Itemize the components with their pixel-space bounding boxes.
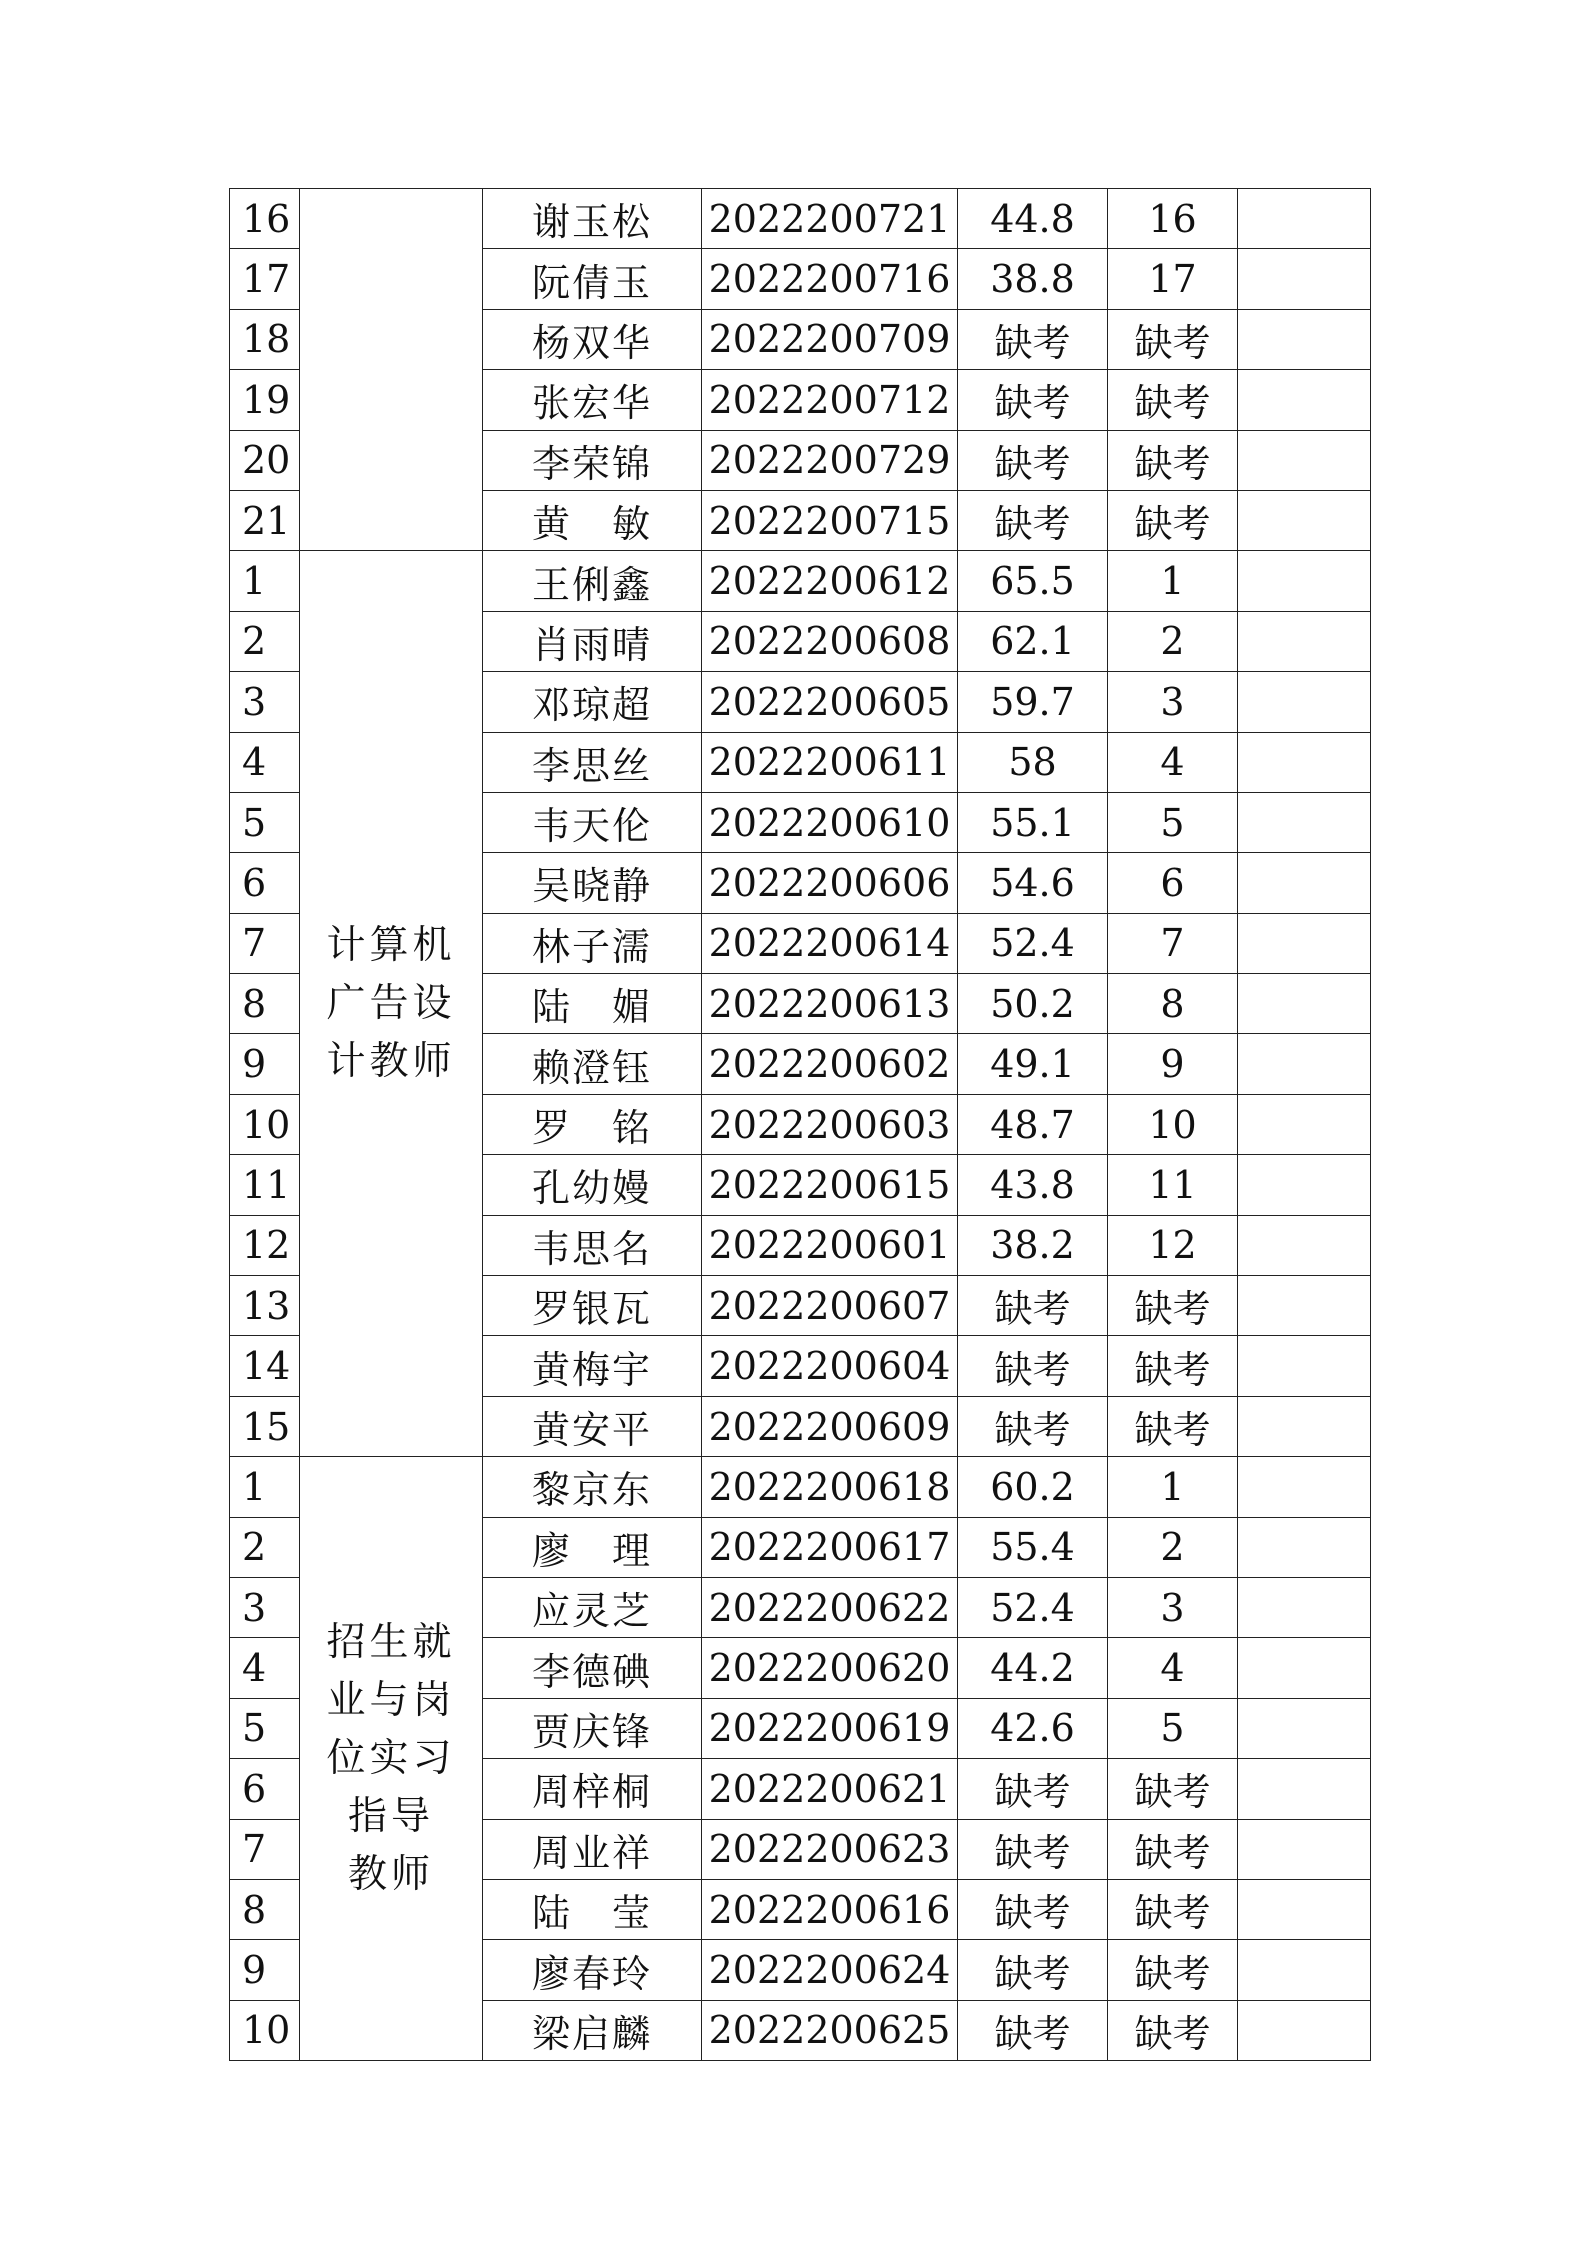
- seq-cell: 9: [230, 1034, 300, 1094]
- note-cell: [1238, 1457, 1371, 1517]
- name-cell: 李德碘: [483, 1638, 702, 1698]
- score-cell: 42.6: [958, 1698, 1108, 1758]
- score-cell: 55.4: [958, 1517, 1108, 1577]
- exam-id-cell: 2022200611: [702, 732, 958, 792]
- score-cell: 缺考: [958, 2000, 1108, 2060]
- score-cell: 缺考: [958, 309, 1108, 369]
- score-cell: 44.8: [958, 189, 1108, 249]
- rank-cell: 缺考: [1108, 1819, 1238, 1879]
- note-cell: [1238, 1940, 1371, 2000]
- note-cell: [1238, 1819, 1371, 1879]
- rank-cell: 10: [1108, 1094, 1238, 1154]
- rank-cell: 缺考: [1108, 370, 1238, 430]
- exam-id-cell: 2022200721: [702, 189, 958, 249]
- note-cell: [1238, 1034, 1371, 1094]
- seq-cell: 7: [230, 1819, 300, 1879]
- post-cell: [300, 1457, 483, 2061]
- rank-cell: 缺考: [1108, 1940, 1238, 2000]
- rank-cell: 11: [1108, 1155, 1238, 1215]
- rank-cell: 缺考: [1108, 1396, 1238, 1456]
- exam-id-cell: 2022200603: [702, 1094, 958, 1154]
- name-cell: 梁启麟: [483, 2000, 702, 2060]
- seq-cell: 18: [230, 309, 300, 369]
- seq-cell: 13: [230, 1276, 300, 1336]
- score-cell: 缺考: [958, 1396, 1108, 1456]
- note-cell: [1238, 2000, 1371, 2060]
- rank-cell: 1: [1108, 551, 1238, 611]
- score-cell: 62.1: [958, 611, 1108, 671]
- score-cell: 缺考: [958, 1940, 1108, 2000]
- seq-cell: 4: [230, 732, 300, 792]
- seq-cell: 5: [230, 792, 300, 852]
- score-table: [229, 188, 1371, 2061]
- exam-id-cell: 2022200618: [702, 1457, 958, 1517]
- note-cell: [1238, 490, 1371, 550]
- seq-cell: 2: [230, 611, 300, 671]
- post-line: 位实习: [326, 1735, 456, 1781]
- score-cell: 43.8: [958, 1155, 1108, 1215]
- score-cell: 58: [958, 732, 1108, 792]
- name-cell: 李思丝: [483, 732, 702, 792]
- seq-cell: 21: [230, 490, 300, 550]
- seq-cell: 11: [230, 1155, 300, 1215]
- name-cell: 韦天伦: [483, 792, 702, 852]
- name-cell: 谢玉松: [483, 189, 702, 249]
- name-cell: 阮倩玉: [483, 249, 702, 309]
- note-cell: [1238, 1879, 1371, 1939]
- exam-id-cell: 2022200622: [702, 1577, 958, 1637]
- score-cell: 缺考: [958, 1879, 1108, 1939]
- name-cell: 林子濡: [483, 913, 702, 973]
- note-cell: [1238, 1759, 1371, 1819]
- rank-cell: 缺考: [1108, 1336, 1238, 1396]
- post-line: 计算机: [326, 922, 456, 968]
- exam-id-cell: 2022200712: [702, 370, 958, 430]
- exam-id-cell: 2022200624: [702, 1940, 958, 2000]
- exam-id-cell: 2022200729: [702, 430, 958, 490]
- rank-cell: 17: [1108, 249, 1238, 309]
- seq-cell: 3: [230, 1577, 300, 1637]
- exam-id-cell: 2022200607: [702, 1276, 958, 1336]
- rank-cell: 3: [1108, 1577, 1238, 1637]
- exam-id-cell: 2022200608: [702, 611, 958, 671]
- rank-cell: 2: [1108, 611, 1238, 671]
- table-row: [230, 551, 1371, 611]
- note-cell: [1238, 913, 1371, 973]
- seq-cell: 10: [230, 2000, 300, 2060]
- seq-cell: 15: [230, 1396, 300, 1456]
- exam-id-cell: 2022200625: [702, 2000, 958, 2060]
- post-line: 招生就: [326, 1619, 456, 1665]
- rank-cell: 7: [1108, 913, 1238, 973]
- rank-cell: 缺考: [1108, 490, 1238, 550]
- rank-cell: 9: [1108, 1034, 1238, 1094]
- note-cell: [1238, 430, 1371, 490]
- score-cell: 缺考: [958, 1759, 1108, 1819]
- note-cell: [1238, 853, 1371, 913]
- exam-id-cell: 2022200612: [702, 551, 958, 611]
- note-cell: [1238, 1517, 1371, 1577]
- exam-id-cell: 2022200610: [702, 792, 958, 852]
- score-cell: 缺考: [958, 1819, 1108, 1879]
- exam-id-cell: 2022200617: [702, 1517, 958, 1577]
- name-cell: 罗 铭: [483, 1094, 702, 1154]
- exam-id-cell: 2022200609: [702, 1396, 958, 1456]
- rank-cell: 缺考: [1108, 1879, 1238, 1939]
- exam-id-cell: 2022200619: [702, 1698, 958, 1758]
- exam-id-cell: 2022200715: [702, 490, 958, 550]
- note-cell: [1238, 370, 1371, 430]
- note-cell: [1238, 1698, 1371, 1758]
- rank-cell: 3: [1108, 672, 1238, 732]
- table-row: [230, 1457, 1371, 1517]
- score-table-body: [230, 189, 1371, 2061]
- note-cell: [1238, 1638, 1371, 1698]
- score-cell: 55.1: [958, 792, 1108, 852]
- seq-cell: 17: [230, 249, 300, 309]
- exam-id-cell: 2022200716: [702, 249, 958, 309]
- exam-id-cell: 2022200614: [702, 913, 958, 973]
- seq-cell: 6: [230, 1759, 300, 1819]
- score-cell: 48.7: [958, 1094, 1108, 1154]
- name-cell: 黄 敏: [483, 490, 702, 550]
- score-cell: 38.2: [958, 1215, 1108, 1275]
- score-cell: 缺考: [958, 1336, 1108, 1396]
- exam-id-cell: 2022200616: [702, 1879, 958, 1939]
- seq-cell: 4: [230, 1638, 300, 1698]
- post-line: 指导: [347, 1793, 434, 1839]
- score-cell: 52.4: [958, 1577, 1108, 1637]
- rank-cell: 1: [1108, 1457, 1238, 1517]
- name-cell: 李荣锦: [483, 430, 702, 490]
- rank-cell: 缺考: [1108, 309, 1238, 369]
- name-cell: 罗银瓦: [483, 1276, 702, 1336]
- post-line: 广告设: [326, 980, 456, 1026]
- exam-id-cell: 2022200601: [702, 1215, 958, 1275]
- note-cell: [1238, 1336, 1371, 1396]
- seq-cell: 16: [230, 189, 300, 249]
- rank-cell: 2: [1108, 1517, 1238, 1577]
- name-cell: 孔幼嫚: [483, 1155, 702, 1215]
- seq-cell: 10: [230, 1094, 300, 1154]
- note-cell: [1238, 974, 1371, 1034]
- name-cell: 肖雨晴: [483, 611, 702, 671]
- name-cell: 廖 理: [483, 1517, 702, 1577]
- rank-cell: 缺考: [1108, 1276, 1238, 1336]
- seq-cell: 1: [230, 1457, 300, 1517]
- post-line: 业与岗: [326, 1677, 456, 1723]
- rank-cell: 缺考: [1108, 430, 1238, 490]
- name-cell: 周业祥: [483, 1819, 702, 1879]
- note-cell: [1238, 1215, 1371, 1275]
- note-cell: [1238, 551, 1371, 611]
- rank-cell: 缺考: [1108, 1759, 1238, 1819]
- exam-id-cell: 2022200623: [702, 1819, 958, 1879]
- name-cell: 邓琼超: [483, 672, 702, 732]
- name-cell: 陆 莹: [483, 1879, 702, 1939]
- seq-cell: 6: [230, 853, 300, 913]
- rank-cell: 缺考: [1108, 2000, 1238, 2060]
- score-cell: 54.6: [958, 853, 1108, 913]
- score-cell: 缺考: [958, 430, 1108, 490]
- seq-cell: 1: [230, 551, 300, 611]
- name-cell: 陆 媚: [483, 974, 702, 1034]
- name-cell: 韦思名: [483, 1215, 702, 1275]
- note-cell: [1238, 309, 1371, 369]
- exam-id-cell: 2022200709: [702, 309, 958, 369]
- name-cell: 应灵芝: [483, 1577, 702, 1637]
- name-cell: 黄梅宇: [483, 1336, 702, 1396]
- score-cell: 44.2: [958, 1638, 1108, 1698]
- score-cell: 缺考: [958, 1276, 1108, 1336]
- score-cell: 52.4: [958, 913, 1108, 973]
- rank-cell: 12: [1108, 1215, 1238, 1275]
- note-cell: [1238, 1276, 1371, 1336]
- rank-cell: 4: [1108, 732, 1238, 792]
- rank-cell: 4: [1108, 1638, 1238, 1698]
- exam-id-cell: 2022200605: [702, 672, 958, 732]
- name-cell: 黎京东: [483, 1457, 702, 1517]
- score-cell: 60.2: [958, 1457, 1108, 1517]
- seq-cell: 12: [230, 1215, 300, 1275]
- exam-id-cell: 2022200613: [702, 974, 958, 1034]
- exam-id-cell: 2022200615: [702, 1155, 958, 1215]
- seq-cell: 7: [230, 913, 300, 973]
- name-cell: 黄安平: [483, 1396, 702, 1456]
- note-cell: [1238, 1396, 1371, 1456]
- rank-cell: 6: [1108, 853, 1238, 913]
- exam-id-cell: 2022200606: [702, 853, 958, 913]
- post-line: 计教师: [326, 1038, 456, 1084]
- name-cell: 杨双华: [483, 309, 702, 369]
- score-cell: 缺考: [958, 370, 1108, 430]
- seq-cell: 19: [230, 370, 300, 430]
- seq-cell: 14: [230, 1336, 300, 1396]
- name-cell: 赖澄钰: [483, 1034, 702, 1094]
- name-cell: 吴晓静: [483, 853, 702, 913]
- rank-cell: 8: [1108, 974, 1238, 1034]
- post-cell: [300, 551, 483, 1457]
- note-cell: [1238, 1094, 1371, 1154]
- exam-id-cell: 2022200602: [702, 1034, 958, 1094]
- seq-cell: 5: [230, 1698, 300, 1758]
- seq-cell: 9: [230, 1940, 300, 2000]
- score-cell: 49.1: [958, 1034, 1108, 1094]
- name-cell: 廖春玲: [483, 1940, 702, 2000]
- note-cell: [1238, 1577, 1371, 1637]
- score-cell: 65.5: [958, 551, 1108, 611]
- seq-cell: 20: [230, 430, 300, 490]
- exam-id-cell: 2022200620: [702, 1638, 958, 1698]
- note-cell: [1238, 1155, 1371, 1215]
- name-cell: 贾庆锋: [483, 1698, 702, 1758]
- name-cell: 王俐鑫: [483, 551, 702, 611]
- rank-cell: 5: [1108, 1698, 1238, 1758]
- note-cell: [1238, 792, 1371, 852]
- exam-id-cell: 2022200604: [702, 1336, 958, 1396]
- score-cell: 缺考: [958, 490, 1108, 550]
- seq-cell: 8: [230, 1879, 300, 1939]
- score-cell: 38.8: [958, 249, 1108, 309]
- note-cell: [1238, 611, 1371, 671]
- seq-cell: 3: [230, 672, 300, 732]
- note-cell: [1238, 189, 1371, 249]
- score-cell: 50.2: [958, 974, 1108, 1034]
- note-cell: [1238, 249, 1371, 309]
- note-cell: [1238, 672, 1371, 732]
- note-cell: [1238, 732, 1371, 792]
- exam-id-cell: 2022200621: [702, 1759, 958, 1819]
- name-cell: 周梓桐: [483, 1759, 702, 1819]
- post-line: 教师: [347, 1851, 434, 1897]
- rank-cell: 16: [1108, 189, 1238, 249]
- rank-cell: 5: [1108, 792, 1238, 852]
- seq-cell: 2: [230, 1517, 300, 1577]
- post-cell: [300, 189, 483, 551]
- score-cell: 59.7: [958, 672, 1108, 732]
- table-row: [230, 189, 1371, 249]
- name-cell: 张宏华: [483, 370, 702, 430]
- seq-cell: 8: [230, 974, 300, 1034]
